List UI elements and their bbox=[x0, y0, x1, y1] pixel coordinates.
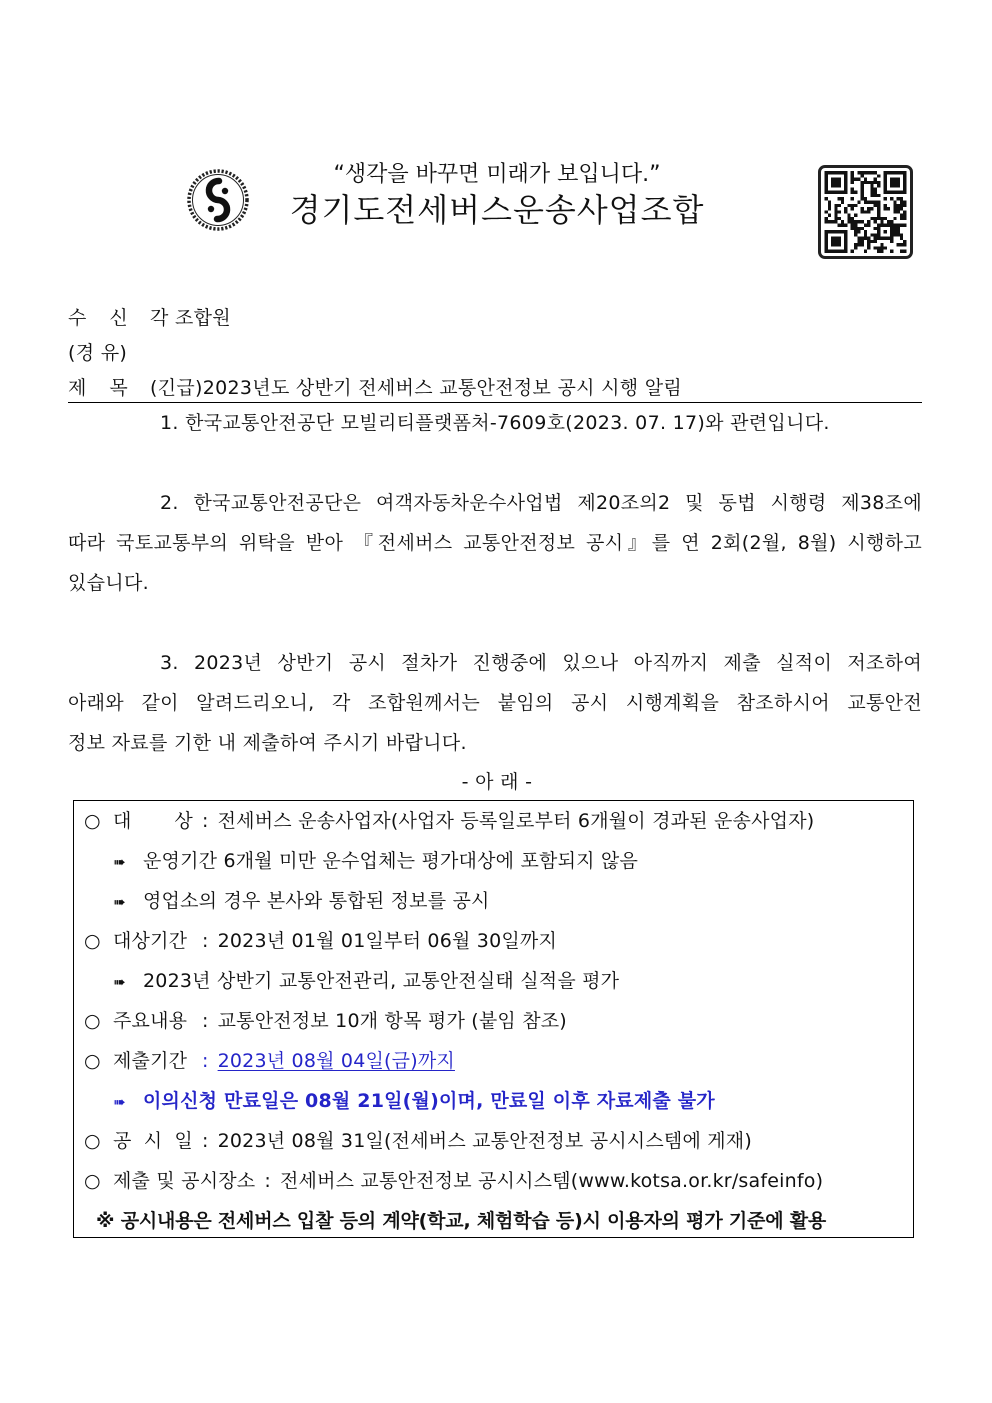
qr-module bbox=[900, 197, 903, 200]
qr-module bbox=[867, 207, 870, 210]
qr-module bbox=[903, 214, 906, 217]
qr-module bbox=[870, 191, 873, 194]
qr-module bbox=[854, 191, 857, 194]
qr-module bbox=[877, 204, 880, 207]
detail-separator: : bbox=[202, 930, 209, 952]
qr-module bbox=[880, 243, 883, 246]
qr-module bbox=[877, 174, 880, 177]
paragraph-2-line-2: 따라 국토교통부의 위탁을 받아 『전세버스 교통안전정보 공시』를 연 2회(2월, 8월) 시행하고 bbox=[68, 532, 922, 554]
qr-module bbox=[861, 240, 864, 243]
qr-module bbox=[870, 207, 873, 210]
qr-module bbox=[870, 187, 873, 190]
qr-module bbox=[874, 181, 877, 184]
detail-item-announcement-date bbox=[84, 1128, 752, 1154]
detail-label: 제출기간 bbox=[113, 1050, 188, 1072]
qr-module bbox=[903, 240, 906, 243]
qr-module bbox=[903, 201, 906, 204]
qr-module bbox=[874, 201, 877, 204]
qr-module bbox=[851, 207, 854, 210]
qr-module bbox=[903, 243, 906, 246]
qr-module bbox=[897, 210, 900, 213]
qr-module bbox=[834, 220, 837, 223]
detail-subitem bbox=[113, 848, 638, 875]
qr-module bbox=[851, 250, 854, 253]
qr-module bbox=[841, 220, 844, 223]
qr-module bbox=[884, 204, 887, 207]
detail-item-content bbox=[84, 1008, 567, 1034]
qr-module bbox=[851, 191, 854, 194]
qr-module bbox=[867, 243, 870, 246]
detail-subitem-text: 2023년 상반기 교통안전관리, 교통안전실태 실적을 평가 bbox=[143, 970, 620, 992]
qr-module bbox=[861, 194, 864, 197]
qr-module bbox=[841, 201, 844, 204]
qr-module bbox=[874, 246, 877, 249]
qr-module bbox=[867, 220, 870, 223]
detail-separator: : bbox=[202, 1050, 209, 1072]
qr-module bbox=[903, 204, 906, 207]
subject-value: (긴급)2023년도 상반기 전세버스 교통안전정보 공시 시행 알림 bbox=[150, 377, 683, 399]
qr-module bbox=[890, 178, 900, 188]
qr-module bbox=[877, 201, 880, 204]
qr-module bbox=[838, 197, 841, 200]
qr-module bbox=[893, 204, 896, 207]
qr-module bbox=[854, 230, 857, 233]
qr-module bbox=[867, 181, 870, 184]
paragraph-2-line-3: 있습니다. bbox=[68, 572, 149, 594]
detail-item-period bbox=[84, 928, 557, 954]
qr-module bbox=[834, 214, 837, 217]
qr-module bbox=[897, 204, 900, 207]
details-box bbox=[73, 800, 914, 1238]
qr-module bbox=[870, 201, 873, 204]
qr-module bbox=[890, 250, 893, 253]
qr-module bbox=[903, 223, 906, 226]
qr-module bbox=[861, 243, 864, 246]
qr-module bbox=[900, 223, 903, 226]
qr-module bbox=[831, 237, 841, 247]
qr-module bbox=[854, 227, 857, 230]
qr-module bbox=[847, 214, 850, 217]
qr-module bbox=[851, 178, 854, 181]
reference-mark-icon: ※ bbox=[96, 1210, 115, 1232]
detail-item-location bbox=[84, 1168, 823, 1194]
qr-module bbox=[897, 227, 900, 230]
detail-item-deadline bbox=[84, 1048, 455, 1074]
qr-module bbox=[861, 220, 864, 223]
qr-module bbox=[847, 217, 850, 220]
qr-module bbox=[874, 178, 877, 181]
paragraph-3-line-2: 아래와 같이 알려드리오니, 각 조합원께서는 붙임의 공시 시행계획을 참조하시어 교통안전 bbox=[68, 692, 922, 714]
circle-bullet-icon: ○ bbox=[84, 1010, 101, 1032]
qr-module bbox=[841, 197, 844, 200]
qr-module bbox=[861, 210, 864, 213]
qr-module bbox=[864, 223, 867, 226]
arrow-right-icon: ➠ bbox=[113, 1093, 126, 1111]
detail-value: 전세버스 운송사업자(사업자 등록일로부터 6개월이 경과된 운송사업자) bbox=[217, 810, 815, 832]
qr-module bbox=[897, 207, 900, 210]
qr-module bbox=[893, 207, 896, 210]
qr-module bbox=[854, 178, 857, 181]
qr-module bbox=[887, 220, 890, 223]
subject-divider bbox=[68, 402, 922, 403]
qr-module bbox=[841, 223, 844, 226]
qr-module bbox=[854, 204, 857, 207]
qr-module bbox=[834, 217, 837, 220]
qr-module bbox=[893, 230, 896, 233]
arrow-right-icon: ➠ bbox=[113, 853, 126, 871]
qr-module bbox=[864, 230, 867, 233]
qr-module bbox=[897, 223, 900, 226]
qr-module bbox=[828, 220, 831, 223]
detail-label: 대상기간 bbox=[113, 930, 188, 952]
qr-module bbox=[861, 227, 864, 230]
circle-bullet-icon: ○ bbox=[84, 1170, 101, 1192]
qr-module bbox=[884, 246, 887, 249]
qr-module bbox=[864, 197, 867, 200]
detail-subitem-text: 영업소의 경우 본사와 통합된 정보를 공시 bbox=[143, 890, 490, 912]
qr-module bbox=[874, 233, 877, 236]
qr-code-icon bbox=[818, 165, 913, 259]
subject-label: 제 목 bbox=[68, 377, 128, 399]
detail-subitem bbox=[113, 968, 619, 995]
qr-module bbox=[900, 237, 903, 240]
qr-module bbox=[874, 217, 877, 220]
detail-label: 제출 및 공시장소 bbox=[113, 1170, 256, 1192]
qr-module bbox=[857, 230, 860, 233]
circle-bullet-icon: ○ bbox=[84, 1130, 101, 1152]
detail-separator: : bbox=[202, 1130, 209, 1152]
detail-value: 교통안전정보 10개 항목 평가 (붙임 참조) bbox=[217, 1010, 567, 1032]
detail-subitem-objection bbox=[113, 1088, 715, 1115]
qr-module bbox=[900, 204, 903, 207]
qr-module bbox=[864, 233, 867, 236]
qr-module bbox=[857, 178, 860, 181]
qr-module bbox=[857, 201, 860, 204]
qr-module bbox=[828, 204, 831, 207]
qr-module bbox=[861, 174, 864, 177]
detail-label: 대 상 bbox=[113, 810, 193, 832]
qr-module bbox=[897, 243, 900, 246]
qr-module bbox=[877, 207, 880, 210]
qr-module bbox=[884, 217, 887, 220]
qr-module bbox=[864, 237, 867, 240]
detail-value: 2023년 08월 31일(전세버스 교통안전정보 공시시스템에 게재) bbox=[217, 1130, 752, 1152]
qr-module bbox=[870, 217, 873, 220]
qr-module bbox=[880, 250, 883, 253]
detail-label: 주요내용 bbox=[113, 1010, 188, 1032]
qr-module bbox=[851, 187, 854, 190]
qr-module bbox=[828, 201, 831, 204]
qr-module bbox=[864, 201, 867, 204]
qr-module bbox=[874, 191, 877, 194]
qr-module bbox=[893, 210, 896, 213]
qr-module bbox=[854, 246, 857, 249]
qr-module bbox=[900, 217, 903, 220]
qr-module bbox=[834, 210, 837, 213]
qr-module bbox=[874, 204, 877, 207]
slogan: “생각을 바꾸면 미래가 보입니다.” bbox=[333, 162, 661, 187]
qr-module bbox=[897, 197, 900, 200]
detail-label: 공 시 일 bbox=[113, 1130, 193, 1152]
qr-module bbox=[861, 191, 864, 194]
qr-module bbox=[870, 171, 873, 174]
qr-module bbox=[851, 227, 854, 230]
qr-module bbox=[867, 240, 870, 243]
qr-module bbox=[851, 217, 854, 220]
qr-module bbox=[857, 237, 860, 240]
qr-module bbox=[825, 217, 828, 220]
circle-bullet-icon: ○ bbox=[84, 1050, 101, 1072]
detail-separator: : bbox=[202, 1010, 209, 1032]
qr-module bbox=[857, 243, 860, 246]
qr-module bbox=[903, 210, 906, 213]
qr-module bbox=[864, 210, 867, 213]
qr-module bbox=[861, 187, 864, 190]
qr-module bbox=[851, 223, 854, 226]
detail-separator: : bbox=[202, 810, 209, 832]
qr-module bbox=[890, 197, 893, 200]
qr-module bbox=[874, 227, 877, 230]
qr-module bbox=[864, 181, 867, 184]
qr-module bbox=[870, 181, 873, 184]
qr-module bbox=[844, 207, 847, 210]
qr-module bbox=[900, 243, 903, 246]
qr-module bbox=[861, 197, 864, 200]
qr-module bbox=[825, 210, 828, 213]
qr-module bbox=[890, 220, 893, 223]
qr-module bbox=[884, 230, 887, 233]
qr-module bbox=[851, 204, 854, 207]
detail-value: 전세버스 교통안전정보 공시시스템(www.kotsa.or.kr/safeinfo) bbox=[279, 1170, 824, 1192]
detail-note bbox=[96, 1208, 826, 1234]
qr-module bbox=[834, 204, 837, 207]
qr-module bbox=[861, 207, 864, 210]
qr-module bbox=[900, 201, 903, 204]
qr-module bbox=[867, 246, 870, 249]
recipient-value: 각 조합원 bbox=[150, 307, 231, 329]
qr-module bbox=[900, 250, 903, 253]
qr-module bbox=[844, 223, 847, 226]
subject-row bbox=[68, 375, 128, 401]
qr-module bbox=[874, 240, 877, 243]
qr-module bbox=[847, 204, 850, 207]
qr-module bbox=[847, 220, 850, 223]
arrow-right-icon: ➠ bbox=[113, 893, 126, 911]
qr-module bbox=[884, 197, 887, 200]
qr-module bbox=[854, 223, 857, 226]
qr-module bbox=[867, 210, 870, 213]
qr-module bbox=[867, 201, 870, 204]
qr-module bbox=[857, 171, 860, 174]
arrow-right-icon: ➠ bbox=[113, 973, 126, 991]
qr-module bbox=[861, 171, 864, 174]
qr-module bbox=[857, 220, 860, 223]
qr-module bbox=[867, 223, 870, 226]
qr-module bbox=[874, 194, 877, 197]
qr-module bbox=[828, 207, 831, 210]
qr-module bbox=[877, 210, 880, 213]
detail-item-target bbox=[84, 808, 814, 834]
detail-separator: : bbox=[264, 1170, 271, 1192]
qr-module bbox=[874, 187, 877, 190]
qr-module bbox=[854, 243, 857, 246]
qr-module bbox=[861, 181, 864, 184]
qr-module bbox=[880, 217, 883, 220]
paragraph-3-line-3: 정보 자료를 기한 내 제출하여 주시기 바랍니다. bbox=[68, 732, 467, 754]
qr-module bbox=[861, 184, 864, 187]
qr-module bbox=[838, 217, 841, 220]
via-label: (경 유) bbox=[68, 342, 128, 364]
notice-heading: - 아 래 - bbox=[461, 771, 533, 793]
qr-module bbox=[851, 197, 854, 200]
qr-module bbox=[831, 220, 834, 223]
qr-module bbox=[890, 240, 893, 243]
qr-module bbox=[854, 220, 857, 223]
qr-module bbox=[880, 246, 883, 249]
recipient-row bbox=[68, 305, 128, 331]
organization-name: 경기도전세버스운송사업조합 bbox=[289, 191, 705, 229]
qr-module bbox=[893, 217, 896, 220]
paragraph-2-line-1: 2. 한국교통안전공단은 여객자동차운수사업법 제20조의2 및 동법 시행령 제38조에 bbox=[160, 492, 922, 514]
qr-module bbox=[838, 204, 841, 207]
detail-note-text: 공시내용은 전세버스 입찰 등의 계약(학교, 체험학습 등)시 이용자의 평가 기준에 활용 bbox=[120, 1210, 827, 1232]
qr-module bbox=[887, 207, 890, 210]
qr-module bbox=[831, 178, 841, 188]
qr-module bbox=[893, 201, 896, 204]
qr-module bbox=[877, 181, 880, 184]
qr-module bbox=[851, 220, 854, 223]
qr-module bbox=[838, 210, 841, 213]
qr-module bbox=[838, 223, 841, 226]
qr-module bbox=[874, 171, 877, 174]
qr-module bbox=[874, 237, 877, 240]
qr-module bbox=[880, 220, 883, 223]
qr-module bbox=[900, 214, 903, 217]
qr-module bbox=[825, 197, 828, 200]
qr-module bbox=[854, 233, 857, 236]
qr-module bbox=[861, 237, 864, 240]
qr-module bbox=[877, 246, 880, 249]
qr-module bbox=[851, 181, 854, 184]
qr-module bbox=[897, 230, 900, 233]
qr-module bbox=[864, 178, 867, 181]
detail-subitem bbox=[113, 888, 490, 915]
qr-module bbox=[870, 233, 873, 236]
objection-deadline-text: 이의신청 만료일은 08월 21일(월)이며, 만료일 이후 자료제출 불가 bbox=[143, 1090, 715, 1112]
detail-subitem-text: 운영기간 6개월 미만 운수업체는 평가대상에 포함되지 않음 bbox=[143, 850, 639, 872]
qr-module bbox=[851, 171, 854, 174]
paragraph-1-line-1: 1. 한국교통안전공단 모빌리티플랫폼처-7609호(2023. 07. 17)와 관련입니다. bbox=[160, 412, 830, 434]
qr-module bbox=[903, 217, 906, 220]
qr-module bbox=[844, 210, 847, 213]
qr-module bbox=[877, 214, 880, 217]
qr-module bbox=[828, 214, 831, 217]
qr-module bbox=[884, 207, 887, 210]
qr-module bbox=[864, 250, 867, 253]
deadline-value: 2023년 08월 04일(금)까지 bbox=[217, 1050, 455, 1072]
qr-module bbox=[893, 233, 896, 236]
recipient-label: 수 신 bbox=[68, 307, 128, 329]
qr-module bbox=[897, 233, 900, 236]
qr-module bbox=[870, 240, 873, 243]
qr-module bbox=[870, 194, 873, 197]
qr-module bbox=[877, 217, 880, 220]
detail-value: 2023년 01월 01일부터 06월 30일까지 bbox=[217, 930, 558, 952]
qr-module bbox=[877, 184, 880, 187]
qr-module bbox=[877, 250, 880, 253]
qr-module bbox=[903, 250, 906, 253]
circle-bullet-icon: ○ bbox=[84, 930, 101, 952]
qr-module bbox=[900, 233, 903, 236]
qr-module bbox=[877, 194, 880, 197]
qr-module bbox=[857, 227, 860, 230]
qr-module bbox=[867, 237, 870, 240]
qr-module bbox=[900, 207, 903, 210]
qr-module bbox=[867, 171, 870, 174]
qr-module bbox=[825, 220, 828, 223]
qr-module bbox=[851, 174, 854, 177]
qr-module bbox=[893, 227, 896, 230]
qr-module bbox=[857, 240, 860, 243]
qr-module bbox=[854, 214, 857, 217]
paragraph-3-line-1: 3. 2023년 상반기 공시 절차가 진행중에 있으나 아직까지 제출 실적이 저조하여 bbox=[160, 652, 922, 674]
qr-module bbox=[893, 223, 896, 226]
qr-module bbox=[834, 207, 837, 210]
circle-bullet-icon: ○ bbox=[84, 810, 101, 832]
qr-module bbox=[874, 220, 877, 223]
qr-module bbox=[864, 171, 867, 174]
qr-module bbox=[870, 184, 873, 187]
